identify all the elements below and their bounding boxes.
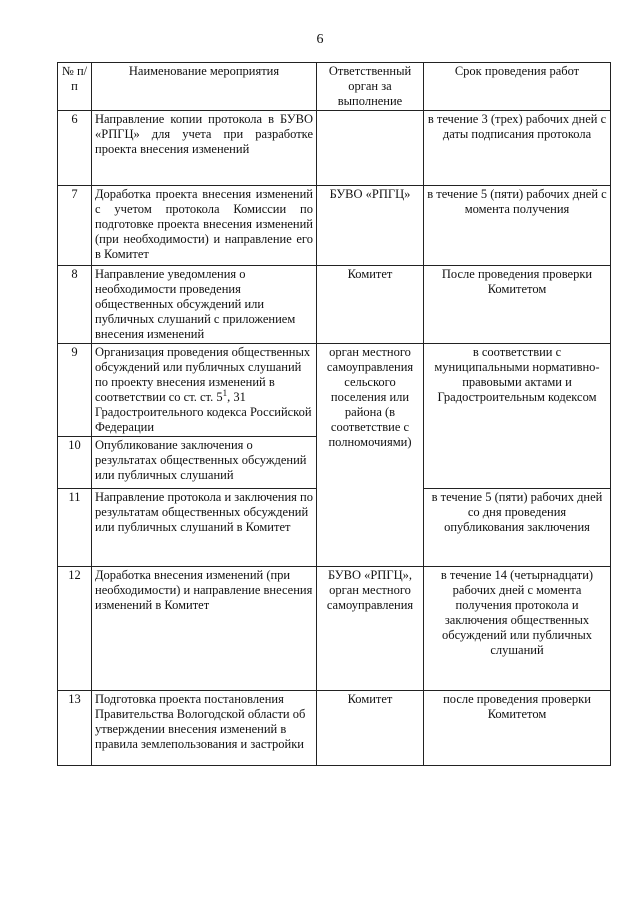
header-responsible-body: Ответственный орган за выполнение [317, 63, 424, 111]
activity-name: Направление протокола и заключения по результатам общественных обсуждений или публичных слушаний в Комитет [92, 489, 317, 567]
activity-name-part: , 31 Градостроительного кодекса Российской Федерации [95, 390, 312, 434]
deadline: в течение 5 (пяти) рабочих дней с момента получения [424, 186, 611, 266]
row-number: 12 [58, 567, 92, 691]
deadline: После проведения проверки Комитетом [424, 266, 611, 344]
row-number: 7 [58, 186, 92, 266]
responsible-body: БУВО «РПГЦ» [317, 186, 424, 266]
activity-name: Направление копии протокола в БУВО «РПГЦ» для учета при разработке проекта внесения изменений [92, 111, 317, 186]
table-row [58, 691, 611, 766]
page-number: 6 [316, 32, 324, 47]
table-header-row [58, 63, 611, 111]
header-deadline: Срок проведения работ [424, 63, 611, 111]
deadline: в течение 14 (четырнадцати) рабочих дней с момента получения протокола и заключения общественных обсуждений или публичных слушаний [424, 567, 611, 691]
header-number: № п/п [58, 63, 92, 111]
row-number: 13 [58, 691, 92, 766]
activity-name-part: Организация проведения общественных обсуждений или публичных слушаний по проекту внесения изменений в соответствии со ст. ст. 5 [95, 345, 311, 404]
activity-name: Доработка проекта внесения изменений с учетом протокола Комиссии по подготовке проекта внесения изменений (при необходимости) и направление его в Комитет [92, 186, 317, 266]
row-number: 8 [58, 266, 92, 344]
row-number: 9 [58, 344, 92, 437]
deadline: в соответствии с муниципальными нормативно-правовыми актами и Градостроительным кодексом [424, 344, 611, 489]
row-number: 10 [58, 437, 92, 489]
article-superscript: 1 [222, 387, 228, 398]
table-row [58, 567, 611, 691]
responsible-body [317, 111, 424, 186]
deadline: в течение 5 (пяти) рабочих дней со дня проведения опубликования заключения [424, 489, 611, 567]
activity-name: Направление уведомления о необходимости проведения общественных обсуждений или публичных слушаний с приложением внесения изменений [92, 266, 317, 344]
activity-name: Опубликование заключения о результатах общественных обсуждений или публичных слушаний [92, 437, 317, 489]
table-row [58, 344, 611, 437]
table-row [58, 111, 611, 186]
responsible-body: орган местного самоуправления сельского поселения или района (в соответствие с полномочиями) [317, 344, 424, 567]
row-number: 11 [58, 489, 92, 567]
activities-table [57, 62, 611, 766]
activity-name: Доработка внесения изменений (при необходимости) и направление внесения изменений в Комитет [92, 567, 317, 691]
deadline: после проведения проверки Комитетом [424, 691, 611, 766]
responsible-body: Комитет [317, 691, 424, 766]
responsible-body: БУВО «РПГЦ», орган местного самоуправления [317, 567, 424, 691]
row-number: 6 [58, 111, 92, 186]
responsible-body: Комитет [317, 266, 424, 344]
activity-name: Подготовка проекта постановления Правительства Вологодской области об утверждении внесения изменений в правила землепользования и застройки [92, 691, 317, 766]
table-row [58, 266, 611, 344]
header-activity-name: Наименование мероприятия [92, 63, 317, 111]
deadline: в течение 3 (трех) рабочих дней с даты подписания протокола [424, 111, 611, 186]
activity-name [92, 344, 317, 437]
table-row [58, 186, 611, 266]
